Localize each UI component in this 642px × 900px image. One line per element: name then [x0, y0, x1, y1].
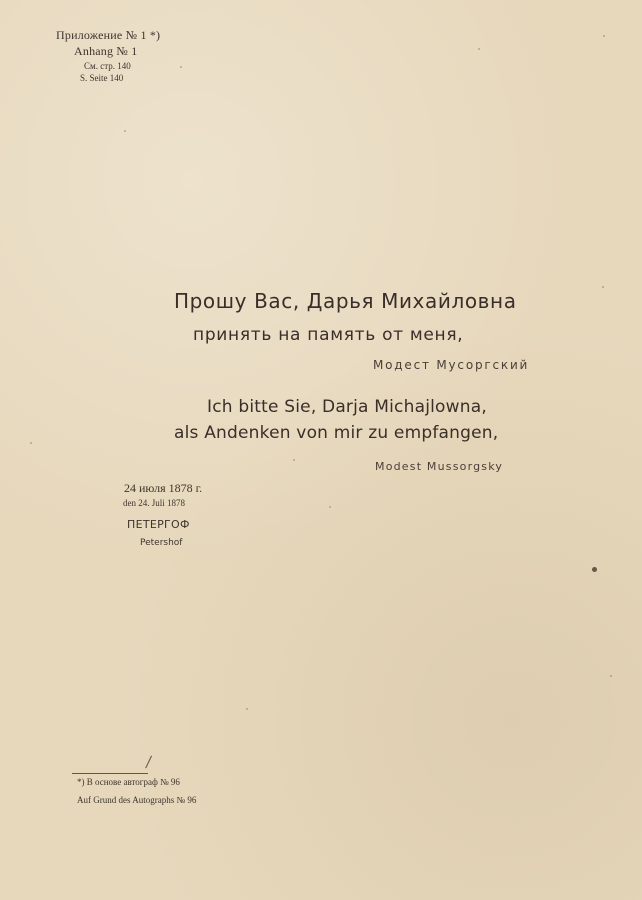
paper-speck	[293, 459, 295, 461]
appendix-title-ru: Приложение № 1 *)	[56, 28, 161, 42]
footnote-de: Auf Grund des Autographs № 96	[77, 795, 197, 805]
paper-speck	[602, 286, 604, 288]
footnote-ru: *) В основе автограф № 96	[77, 777, 180, 787]
dedication-ru-line-2: принять на память от меня,	[193, 325, 464, 345]
date-de: den 24. Juli 1878	[123, 498, 185, 508]
date-ru: 24 июля 1878 г.	[124, 481, 203, 495]
paper-speck	[124, 130, 126, 132]
paper-speck	[30, 442, 32, 444]
dedication-ru-line-1: Прошу Вас, Дарья Михайловна	[174, 289, 517, 313]
dedication-de-line-1: Ich bitte Sie, Darja Michajlowna,	[207, 397, 487, 417]
signature-de: Modest Mussorgsky	[375, 460, 504, 473]
paper-mark: /	[144, 751, 153, 772]
paper-speck	[592, 567, 597, 572]
paper-speck	[478, 48, 480, 50]
paper-speck	[180, 66, 182, 68]
place-de: Petershof	[140, 538, 183, 548]
page-reference-ru: См. стр. 140	[84, 61, 131, 71]
dedication-de-line-2: als Andenken von mir zu empfangen,	[174, 423, 499, 443]
page-reference-de: S. Seite 140	[80, 73, 124, 83]
paper-speck	[603, 35, 605, 37]
paper-speck	[610, 675, 612, 677]
place-ru: ПЕТЕРГОФ	[127, 518, 190, 531]
signature-ru: Модест Мусоргский	[373, 358, 530, 372]
paper-speck	[329, 506, 331, 508]
appendix-title-de: Anhang № 1	[74, 44, 138, 58]
footnote-divider	[72, 773, 148, 774]
paper-speck	[246, 708, 248, 710]
